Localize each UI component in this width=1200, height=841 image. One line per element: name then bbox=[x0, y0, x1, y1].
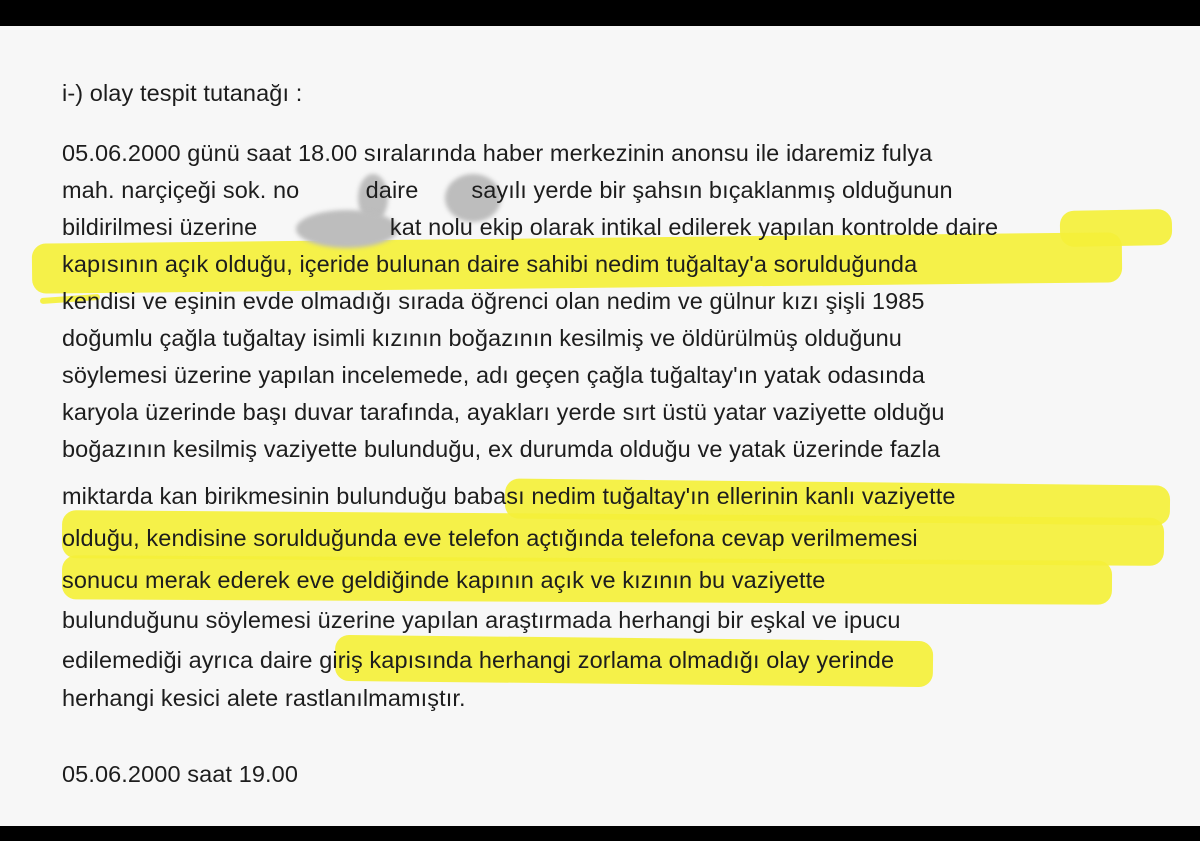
body-line: kendisi ve eşinin evde olmadığı sırada öğrenci olan nedim ve gülnur kızı şişli 1985 bbox=[62, 288, 925, 314]
body-line: bulunduğunu söylemesi üzerine yapılan araştırmada herhangi bir eşkal ve ipucu bbox=[62, 607, 901, 633]
body-line: miktarda kan birikmesinin bulunduğu babası nedim tuğaltay'ın ellerinin kanlı vaziyette bbox=[62, 483, 956, 509]
body-line: edilemediği ayrıca daire giriş kapısında herhangi zorlama olmadığı olay yerinde bbox=[62, 647, 895, 673]
body-line: sonucu merak ederek eve geldiğinde kapının açık ve kızının bu vaziyette bbox=[62, 567, 826, 593]
screen-bottom-bar bbox=[0, 826, 1200, 841]
body-line: mah. narçiçeği sok. no daire sayılı yerde bir şahsın bıçaklanmış olduğunun bbox=[62, 177, 953, 203]
body-line: boğazının kesilmiş vaziyette bulunduğu, ex durumda olduğu ve yatak üzerinde fazla bbox=[62, 436, 941, 462]
body-line: kapısının açık olduğu, içeride bulunan daire sahibi nedim tuğaltay'a sorulduğunda bbox=[62, 251, 918, 277]
document-page bbox=[0, 26, 1200, 826]
body-line: herhangi kesici alete rastlanılmamıştır. bbox=[62, 685, 466, 711]
body-line: 05.06.2000 günü saat 18.00 sıralarında haber merkezinin anonsu ile idaremiz fulya bbox=[62, 140, 933, 166]
body-line: bildirilmesi üzerine kat nolu ekip olarak intikal edilerek yapılan kontrolde daire bbox=[62, 214, 999, 240]
footer-date: 05.06.2000 saat 19.00 bbox=[62, 761, 298, 787]
screen-top-bar bbox=[0, 0, 1200, 26]
document-heading: i-) olay tespit tutanağı : bbox=[62, 80, 303, 106]
body-line: karyola üzerinde başı duvar tarafında, ayakları yerde sırt üstü yatar vaziyette olduğu bbox=[62, 399, 945, 425]
body-line: söylemesi üzerine yapılan incelemede, adı geçen çağla tuğaltay'ın yatak odasında bbox=[62, 362, 925, 388]
body-line: olduğu, kendisine sorulduğunda eve telefon açtığında telefona cevap verilmemesi bbox=[62, 525, 918, 551]
body-line: doğumlu çağla tuğaltay isimli kızının boğazının kesilmiş ve öldürülmüş olduğunu bbox=[62, 325, 902, 351]
